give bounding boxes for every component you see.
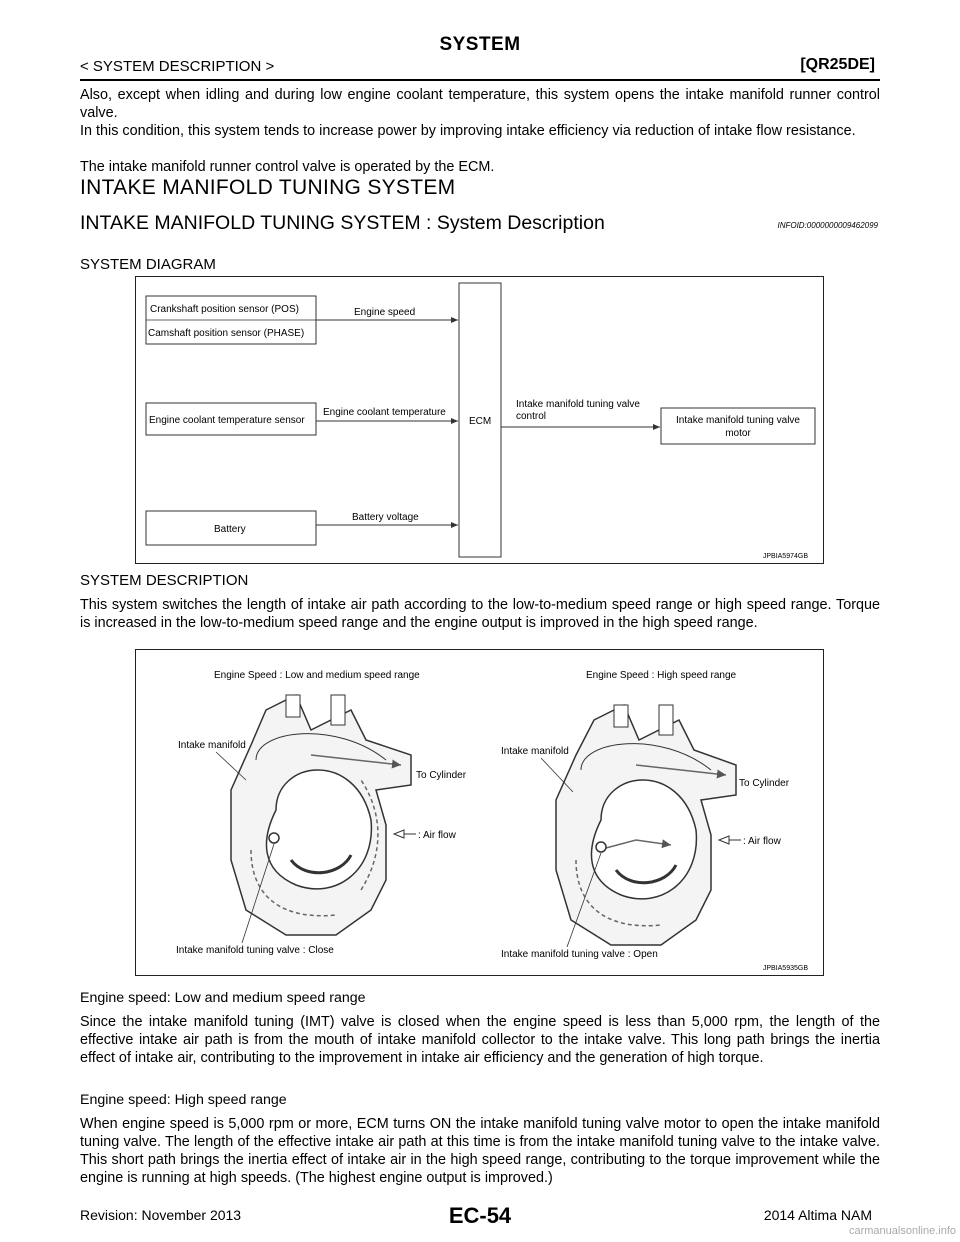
valve-motor-label-line1: Intake manifold tuning valve	[676, 415, 800, 426]
right-valve-open-label: Intake manifold tuning valve : Open	[501, 949, 658, 960]
right-air-flow-label: : Air flow	[743, 836, 781, 847]
right-intake-manifold-label: Intake manifold	[501, 746, 569, 757]
section-label: < SYSTEM DESCRIPTION >	[80, 58, 275, 75]
heading-1: INTAKE MANIFOLD TUNING SYSTEM	[80, 176, 456, 199]
sensor-group-crank-cam	[146, 296, 316, 344]
system-description-text: This system switches the length of intake air path according to the low-to-medium speed range or high speed range. Torque is increased in the low-to-medium speed range and the engine output is improved in the high speed range.	[80, 597, 880, 631]
revision-label: Revision: November 2013	[80, 1207, 242, 1223]
low-speed-heading: Engine speed: Low and medium speed range	[80, 990, 366, 1006]
crank-sensor-label: Crankshaft position sensor (POS)	[150, 304, 299, 315]
engine-speed-label: Engine speed	[354, 307, 416, 318]
valve-motor-label-line2: motor	[725, 428, 751, 439]
left-manifold-drawing	[231, 695, 411, 935]
left-title: Engine Speed : Low and medium speed range	[214, 670, 420, 681]
system-diagram-heading: SYSTEM DIAGRAM	[80, 256, 216, 273]
high-speed-heading: Engine speed: High speed range	[80, 1092, 287, 1108]
ecm-label: ECM	[469, 416, 492, 427]
model-label: 2014 Altima NAM	[763, 1207, 872, 1223]
intake-manifold-figure	[135, 649, 824, 976]
heading-2: INTAKE MANIFOLD TUNING SYSTEM : System Description	[80, 212, 605, 234]
figure2-code: JPBIA5935GB	[762, 965, 808, 972]
cam-sensor-label: Camshaft position sensor (PHASE)	[148, 328, 305, 339]
left-intake-manifold-label: Intake manifold	[178, 740, 246, 751]
battery-voltage-label: Battery voltage	[352, 512, 419, 523]
control-label-line1: Intake manifold tuning valve	[516, 399, 640, 410]
system-diagram-svg	[136, 277, 823, 563]
battery-label: Battery	[214, 524, 246, 535]
left-air-flow-label: : Air flow	[418, 830, 456, 841]
left-to-cylinder-label: To Cylinder	[416, 770, 467, 781]
watermark: carmanualsonline.info	[848, 1225, 956, 1237]
control-label-line2: control	[516, 411, 547, 422]
system-diagram	[135, 276, 824, 564]
coolant-temp-label: Engine coolant temperature	[323, 407, 446, 418]
page-title: SYSTEM	[439, 34, 521, 55]
system-description-heading: SYSTEM DESCRIPTION	[80, 572, 249, 589]
low-speed-text: Since the intake manifold tuning (IMT) valve is closed when the engine speed is less than 5,000 rpm, the length of the effective intake air path is from the mouth of intake manifold collector to the intake valve. This long path brings the inertia effect of intake air, contributing to the improvement in intake air efficiency and the generation of high torque.	[80, 1014, 880, 1066]
intro-paragraph-2: In this condition, this system tends to increase power by improving intake efficiency via reduction of intake flow resistance.	[80, 123, 856, 139]
intro-paragraph-3: The intake manifold runner control valve is operated by the ECM.	[80, 159, 495, 175]
left-valve-close-label: Intake manifold tuning valve : Close	[176, 945, 334, 956]
intro-paragraph-1: Also, except when idling and during low engine coolant temperature, this system opens the intake manifold runner control valve.	[80, 87, 880, 121]
right-title: Engine Speed : High speed range	[586, 670, 737, 681]
right-to-cylinder-label: To Cylinder	[739, 778, 790, 789]
figure-code: JPBIA5974GB	[762, 553, 808, 560]
high-speed-text: When engine speed is 5,000 rpm or more, ECM turns ON the intake manifold tuning valve motor to open the intake manifold tuning valve. The length of the effective intake air path at this time is from the intake manifold tuning valve to the intake valve. This short path brings the inertia effect of intake air in the high speed range, contributing to the torque improvement while the engine is running at high speeds. (The highest engine output is improved.)	[80, 1116, 880, 1186]
header-rule	[80, 79, 880, 81]
info-id: INFOID:0000000009462099	[777, 221, 878, 230]
page-number: EC-54	[448, 1203, 512, 1228]
intake-manifold-svg	[136, 650, 823, 975]
ect-sensor-label: Engine coolant temperature sensor	[149, 415, 305, 426]
right-manifold-drawing	[556, 705, 736, 945]
model-code: [QR25DE]	[800, 56, 875, 73]
